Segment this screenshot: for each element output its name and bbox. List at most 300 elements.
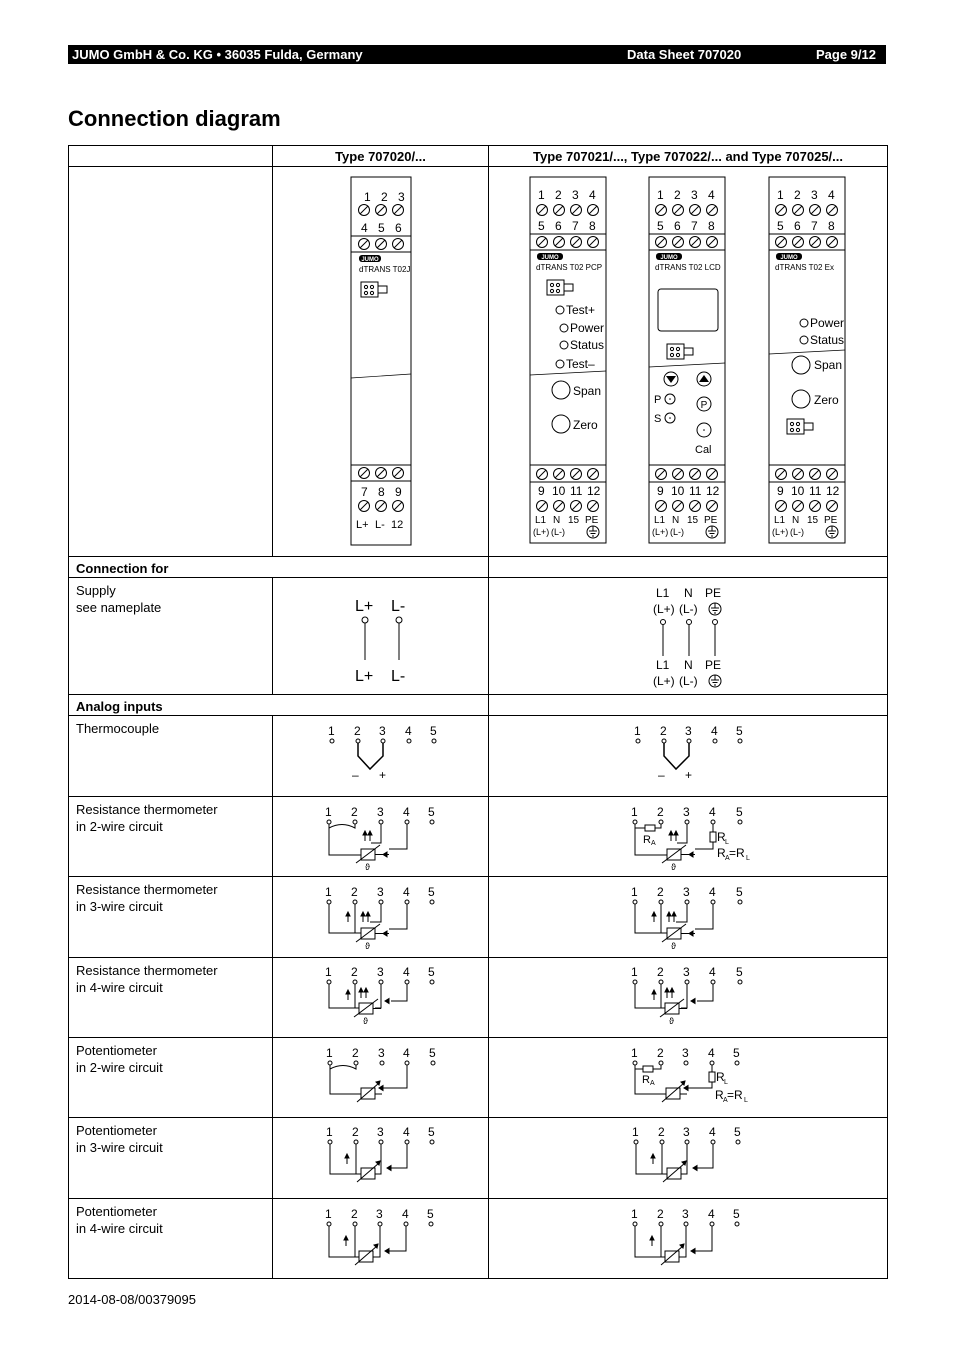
ex-lminus: (L-) (790, 527, 804, 537)
input-b-rtd-3wire (489, 877, 888, 958)
terminal-icon (661, 620, 666, 625)
ex-led-status: Status (810, 333, 845, 347)
terminal-icon (362, 617, 368, 623)
screw-terminal-icon (359, 205, 370, 216)
ra-eq-sub: A (725, 855, 730, 862)
input-a-pot-3wire (273, 1118, 489, 1199)
input-label-line1: Potentiometer (76, 1204, 157, 1219)
pot-3wire-a-diagram (273, 1118, 489, 1198)
ex-brand: JUMO (780, 255, 798, 261)
terminal-icon (687, 620, 692, 625)
input-label-rtd-2wire (69, 797, 273, 877)
terminal-number: 4 (709, 805, 716, 819)
input-label-rtd-3wire (69, 877, 273, 958)
lcd-num-11: 11 (689, 484, 702, 498)
potentiometer-icon (662, 1081, 696, 1102)
terminal-number: 4 (405, 724, 412, 738)
terminal-number: 3 (683, 965, 690, 979)
ex-zero-label: Zero (814, 393, 839, 407)
lcd-brand: JUMO (660, 255, 678, 261)
screw-terminal-icon (707, 205, 718, 216)
screw-terminal-icon (827, 501, 838, 512)
pcp-num-1: 1 (538, 188, 545, 202)
supply-b-diagram (489, 578, 888, 694)
pcp-pe: PE (585, 515, 599, 526)
setup-connector-icon (361, 282, 387, 297)
ground-symbol-icon (826, 526, 838, 538)
rtd-2wire-b-diagram (489, 797, 888, 876)
ex-l1: L1 (774, 515, 786, 526)
ex-num-1: 1 (777, 188, 784, 202)
polarity-plus: + (379, 768, 387, 782)
arrow-up-key-icon (697, 372, 711, 386)
input-label-pot-2wire (69, 1038, 273, 1118)
screw-terminal-icon (588, 237, 599, 248)
theta-symbol: ϑ (363, 1016, 368, 1026)
setup-connector-icon (667, 344, 693, 359)
lcd-num-10: 10 (671, 484, 685, 498)
pcp-led-power: Power (570, 321, 605, 335)
thermocouple-b-diagram (489, 716, 888, 796)
supply-b-cell (489, 578, 888, 695)
screw-terminal-icon (359, 501, 370, 512)
pcp-num-2: 2 (555, 188, 562, 202)
supply-sub-label: see nameplate (76, 600, 162, 615)
ex-num-10: 10 (791, 484, 805, 498)
supply-a-lplus-top: L+ (355, 598, 374, 615)
terminal-number: 4 (709, 1125, 716, 1139)
lcd-num-7: 7 (691, 219, 698, 233)
theta-symbol: ϑ (365, 862, 370, 872)
input-a-rtd-2wire (273, 797, 489, 877)
screw-terminal-icon (376, 501, 387, 512)
screw-terminal-icon (793, 237, 804, 248)
terminal-number: 5 (733, 1046, 740, 1060)
screw-terminal-icon (673, 237, 684, 248)
screw-terminal-icon (554, 237, 565, 248)
device-a-num-5: 5 (378, 221, 385, 235)
terminal-number: 3 (378, 1046, 385, 1060)
supply-b-lminus-top: (L-) (679, 602, 698, 616)
input-b-pot-3wire (489, 1118, 888, 1199)
screw-terminal-icon (810, 501, 821, 512)
lcd-num-5: 5 (657, 219, 664, 233)
rtd-sensor-icon (356, 831, 389, 863)
terminal-number: 1 (325, 1207, 332, 1221)
terminal-number: 3 (683, 805, 690, 819)
screw-terminal-icon (537, 205, 548, 216)
device-a-cell (273, 167, 489, 557)
screw-terminal-icon (656, 237, 667, 248)
input-label-line1: Resistance thermometer (76, 882, 218, 897)
page-header-bar (68, 45, 886, 64)
screw-terminal-icon (690, 237, 701, 248)
terminal-number: 2 (354, 724, 361, 738)
ra-label: R (642, 1074, 650, 1086)
terminal-number: 2 (351, 805, 358, 819)
terminal-number: 5 (428, 1125, 435, 1139)
device-a-num-12: 12 (391, 519, 404, 531)
input-a-pot-4wire (273, 1199, 489, 1279)
screw-terminal-icon (690, 469, 701, 480)
ex-num-7: 7 (811, 219, 818, 233)
terminal-number: 4 (708, 1046, 715, 1060)
input-label-line2: in 4-wire circuit (76, 980, 163, 995)
terminal-number: 3 (379, 724, 386, 738)
terminal-number: 1 (325, 885, 332, 899)
terminal-number: 2 (660, 724, 667, 738)
supply-b-lminus-bottom: (L-) (679, 674, 698, 688)
ex-led-power: Power (810, 316, 845, 330)
ex-num-3: 3 (811, 188, 818, 202)
lcd-num-12: 12 (706, 484, 720, 498)
pcp-num-8: 8 (589, 219, 596, 233)
setup-connector-icon (547, 280, 573, 295)
led-icon (556, 306, 564, 314)
header-datasheet: Data Sheet 707020 (627, 47, 742, 62)
screw-terminal-icon (827, 469, 838, 480)
polarity-minus: – (658, 768, 665, 782)
terminal-number: 3 (376, 1207, 383, 1221)
screw-terminal-icon (656, 205, 667, 216)
rtd-sensor-icon (662, 912, 695, 942)
lcd-num-9: 9 (657, 484, 664, 498)
screw-terminal-icon (393, 501, 404, 512)
screw-terminal-icon (690, 205, 701, 216)
screw-terminal-icon (827, 205, 838, 216)
screw-terminal-icon (393, 205, 404, 216)
theta-symbol: ϑ (671, 941, 676, 951)
footer-doc-id: 2014-08-08/00379095 (68, 1292, 196, 1307)
zero-button-icon (792, 390, 810, 408)
rl-sub: L (725, 839, 729, 846)
device-b-cell (489, 167, 888, 557)
terminal-number: 2 (657, 805, 664, 819)
terminal-number: 1 (632, 1125, 639, 1139)
screw-terminal-icon (571, 501, 582, 512)
supply-b-lplus-top: (L+) (653, 602, 675, 616)
ground-symbol-icon (709, 603, 721, 615)
input-label-line1: Resistance thermometer (76, 963, 218, 978)
terminal-number: 4 (709, 965, 716, 979)
input-label-line2: in 3-wire circuit (76, 1140, 163, 1155)
rtd-sensor-icon (354, 988, 389, 1017)
screw-terminal-icon (554, 501, 565, 512)
screw-terminal-icon (793, 469, 804, 480)
terminal-number: 3 (683, 885, 690, 899)
pot-4wire-b-diagram (489, 1199, 888, 1278)
screw-terminal-icon (359, 468, 370, 479)
screw-terminal-icon (707, 501, 718, 512)
screw-terminal-icon (793, 205, 804, 216)
terminal-number: 1 (325, 965, 332, 979)
terminal-number: 2 (351, 965, 358, 979)
screw-terminal-icon (793, 501, 804, 512)
pcp-l1: L1 (535, 515, 547, 526)
supply-b-pe-bottom: PE (705, 658, 722, 672)
device-empty-cell (69, 167, 273, 557)
ex-num-4: 4 (828, 188, 835, 202)
column-header-type-b: Type 707021/..., Type 707022/... and Type 707025/... (489, 146, 888, 167)
section-connection-for-b (489, 557, 888, 578)
theta-symbol: ϑ (669, 1016, 674, 1026)
screw-terminal-icon (571, 205, 582, 216)
lcd-pe: PE (704, 515, 718, 526)
rtd-sensor-icon (356, 912, 389, 942)
input-a-pot-2wire (273, 1038, 489, 1118)
screw-terminal-icon (554, 205, 565, 216)
device-a-num-2: 2 (381, 190, 388, 204)
pot-3wire-b-diagram (489, 1118, 888, 1198)
input-label-line1: Thermocouple (76, 721, 160, 736)
supply-b-lplus-bottom: (L+) (653, 674, 675, 688)
terminal-number: 4 (403, 1046, 410, 1060)
lcd-num-8: 8 (708, 219, 715, 233)
terminal-number: 5 (430, 724, 437, 738)
rtd-4wire-b-diagram (489, 958, 888, 1037)
potentiometer-icon (355, 1244, 389, 1265)
rtd-3wire-b-diagram (489, 877, 888, 957)
terminal-number: 2 (657, 885, 664, 899)
rtd-sensor-icon (662, 831, 695, 863)
device-ex (769, 177, 845, 543)
connection-table (68, 145, 888, 1279)
supply-a-diagram (273, 578, 489, 694)
input-label-line1: Resistance thermometer (76, 802, 218, 817)
pcp-zero-label: Zero (573, 418, 598, 432)
pot-2wire-b-diagram (489, 1038, 888, 1117)
device-b-drawing (489, 167, 888, 556)
ra-sub: A (651, 840, 656, 847)
ex-n: N (792, 515, 800, 526)
input-label-line2: in 4-wire circuit (76, 1221, 163, 1236)
terminal-number: 4 (402, 1207, 409, 1221)
ex-lplus: (L+) (772, 527, 789, 537)
screw-terminal-icon (537, 237, 548, 248)
corner-cell (69, 146, 273, 167)
pcp-brand: JUMO (541, 255, 559, 261)
terminal-number: 5 (428, 805, 435, 819)
input-label-rtd-4wire (69, 958, 273, 1038)
pcp-led-test-minus: Test– (566, 357, 595, 371)
terminal-number: 4 (711, 724, 718, 738)
pcp-lminus: (L-) (551, 527, 565, 537)
input-a-rtd-3wire (273, 877, 489, 958)
terminal-number: 1 (634, 724, 641, 738)
ex-pe: PE (824, 515, 838, 526)
arrow-down-key-icon (664, 372, 678, 386)
terminal-number: 5 (736, 885, 743, 899)
polarity-minus: – (352, 768, 359, 782)
ex-num-6: 6 (794, 219, 801, 233)
ex-num-5: 5 (777, 219, 784, 233)
ex-num-11: 11 (809, 484, 822, 498)
ra-eq-label: R (715, 1088, 724, 1102)
pcp-num-7: 7 (572, 219, 579, 233)
supply-label: Supply (76, 583, 116, 598)
screw-terminal-icon (393, 468, 404, 479)
section-analog-inputs: Analog inputs (69, 695, 489, 716)
input-label-pot-3wire (69, 1118, 273, 1199)
potentiometer-icon (357, 1081, 391, 1102)
input-label-line2: in 2-wire circuit (76, 1060, 163, 1075)
ra-eq-sub: A (723, 1097, 728, 1104)
terminal-number: 4 (708, 1207, 715, 1221)
terminal-number: 2 (352, 1125, 359, 1139)
terminal-number: 1 (631, 1046, 638, 1060)
pcp-num-10: 10 (552, 484, 566, 498)
terminal-number: 3 (377, 885, 384, 899)
terminal-number: 3 (682, 1046, 689, 1060)
lcd-n: N (672, 515, 680, 526)
zero-button-icon (552, 415, 570, 433)
pcp-num-5: 5 (538, 219, 545, 233)
terminal-number: 5 (736, 805, 743, 819)
ra-sub: A (650, 1080, 655, 1087)
polarity-plus: + (685, 768, 693, 782)
lcd-num-6: 6 (674, 219, 681, 233)
terminal-number: 1 (326, 1046, 333, 1060)
ra-eq-label: R (717, 846, 726, 860)
device-a-brand: JUMO (361, 257, 379, 263)
supply-b-l1-bottom: L1 (656, 658, 670, 672)
ex-span-label: Span (814, 358, 843, 372)
supply-a-lminus-bottom: L- (391, 668, 406, 685)
column-header-type-a: Type 707020/... (273, 146, 489, 167)
eq-rl-label: =R (729, 846, 745, 860)
device-a-num-1: 1 (364, 190, 371, 204)
ex-num-2: 2 (794, 188, 801, 202)
ex-num-12: 12 (826, 484, 840, 498)
page-title: Connection diagram (68, 106, 281, 131)
input-b-rtd-2wire (489, 797, 888, 877)
span-button-icon (552, 381, 570, 399)
terminal-number: 4 (403, 965, 410, 979)
screw-terminal-icon (554, 469, 565, 480)
screw-terminal-icon (571, 469, 582, 480)
terminal-number: 3 (377, 805, 384, 819)
screw-terminal-icon (827, 237, 838, 248)
lcd-key-p-label: P (654, 394, 662, 406)
terminal-number: 1 (325, 805, 332, 819)
screw-terminal-icon (588, 501, 599, 512)
terminal-number: 5 (429, 1046, 436, 1060)
terminal-number: 4 (709, 885, 716, 899)
pcp-span-label: Span (573, 384, 602, 398)
potentiometer-icon (357, 1161, 391, 1182)
screw-terminal-icon (810, 469, 821, 480)
led-icon (556, 360, 564, 368)
screw-terminal-icon (571, 237, 582, 248)
lcd-key-s-label: S (654, 413, 662, 425)
pcp-num-11: 11 (570, 484, 583, 498)
ex-15: 15 (807, 515, 819, 526)
input-label-thermocouple (69, 716, 273, 797)
supply-b-pe-top: PE (705, 586, 722, 600)
eq-rl-sub: L (744, 1097, 748, 1104)
potentiometer-icon (661, 1244, 695, 1265)
device-a-num-8: 8 (378, 485, 385, 499)
input-a-thermocouple (273, 716, 489, 797)
lcd-num-2: 2 (674, 188, 681, 202)
lcd-num-4: 4 (708, 188, 715, 202)
screw-terminal-icon (537, 501, 548, 512)
screw-terminal-icon (776, 205, 787, 216)
screw-terminal-icon (707, 237, 718, 248)
terminal-number: 5 (736, 724, 743, 738)
theta-symbol: ϑ (365, 941, 370, 951)
theta-symbol: ϑ (671, 862, 676, 872)
terminal-number: 2 (351, 885, 358, 899)
input-b-rtd-4wire (489, 958, 888, 1038)
supply-a-cell (273, 578, 489, 695)
screw-terminal-icon (376, 205, 387, 216)
terminal-icon (396, 617, 402, 623)
section-analog-inputs-b (489, 695, 888, 716)
screw-terminal-icon (776, 237, 787, 248)
screw-terminal-icon (810, 205, 821, 216)
pcp-led-test-plus: Test+ (566, 303, 596, 317)
led-icon (800, 336, 808, 344)
header-page: Page 9/12 (816, 47, 876, 62)
screw-terminal-icon (776, 469, 787, 480)
lcd-l1: L1 (654, 515, 666, 526)
input-label-line2: in 2-wire circuit (76, 819, 163, 834)
terminal-number: 5 (736, 965, 743, 979)
terminal-number: 3 (685, 724, 692, 738)
lcd-num-3: 3 (691, 188, 698, 202)
thermocouple-a-diagram (273, 716, 489, 796)
device-a-num-4: 4 (361, 221, 368, 235)
supply-b-n-bottom: N (684, 658, 693, 672)
pcp-n: N (553, 515, 561, 526)
screw-terminal-icon (810, 237, 821, 248)
pcp-model: dTRANS T02 PCP (536, 263, 603, 272)
terminal-number: 5 (428, 965, 435, 979)
screw-terminal-icon (673, 205, 684, 216)
pot-2wire-a-diagram (273, 1038, 489, 1117)
terminal-number: 1 (631, 1207, 638, 1221)
screw-terminal-icon (376, 239, 387, 250)
lcd-p-key-text: P (700, 400, 708, 411)
device-a-num-9: 9 (395, 485, 402, 499)
screw-terminal-icon (690, 501, 701, 512)
pot-4wire-a-diagram (273, 1199, 489, 1278)
device-a-drawing (273, 167, 489, 556)
terminal-number: 2 (658, 1125, 665, 1139)
led-icon (560, 341, 568, 349)
rl-label: R (717, 830, 726, 844)
input-label-line2: in 3-wire circuit (76, 899, 163, 914)
rtd-4wire-a-diagram (273, 958, 489, 1037)
terminal-number: 3 (377, 965, 384, 979)
thermocouple-junction-icon (664, 743, 689, 769)
ex-num-8: 8 (828, 219, 835, 233)
lcd-display-window (658, 289, 718, 331)
supply-a-lminus-top: L- (391, 598, 406, 615)
screw-terminal-icon (359, 239, 370, 250)
device-a-num-7: 7 (361, 485, 368, 499)
terminal-number: 3 (682, 1207, 689, 1221)
lcd-lplus: (L+) (652, 527, 669, 537)
lcd-model: dTRANS T02 LCD (655, 263, 721, 272)
input-b-pot-2wire (489, 1038, 888, 1118)
input-label-line1: Potentiometer (76, 1123, 157, 1138)
input-b-thermocouple (489, 716, 888, 797)
terminal-number: 1 (326, 1125, 333, 1139)
screw-terminal-icon (776, 501, 787, 512)
supply-b-n-top: N (684, 586, 693, 600)
